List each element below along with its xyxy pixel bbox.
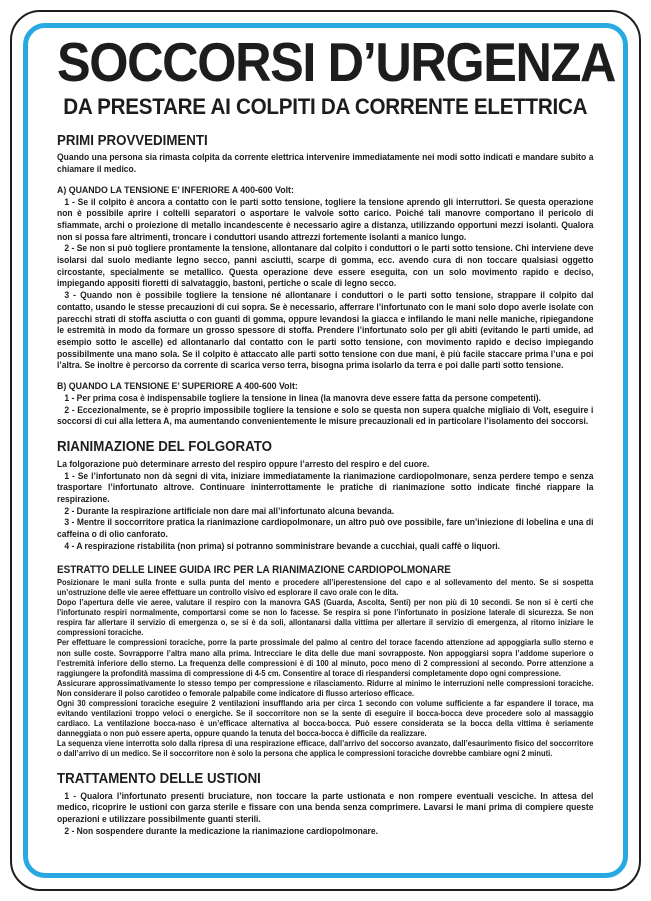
- voltage-low-item-1: 1 - Se il colpito è ancora a contatto con le parti sotto tensione, togliere la tensione aprendo gli interruttori. Se questa operazione non è possibile aprire i coltelli separatori o asportare le valvole sotto carico. Poiché tali manovre comportano il pericolo di sfiammate, archi o proiezione di metallo incandescente è necessario agire a distanza, utilizzando opportuni mezzi isolanti. Qualora non si possa fare altrimenti, troncare i conduttori usando attrezzi fortemente isolanti a manico lungo.: [57, 196, 594, 242]
- poster-title: SOCCORSI D’URGENZA: [57, 31, 616, 93]
- voltage-low-item-3: 3 - Quando non è possibile togliere la tensione né allontanare i conduttori o le parti sotto tensione, strappare il colpito dal contatto, usando le stesse precauzioni di cui sopra. Se è necessario, afferrare l’infortunato con le mani solo dopo averle isolate con parecchi strati di stoffa asciutta o con guanti di gomma, oppure levandosi la giacca e infilando le mani nelle maniche, ripiegandone le estremità in modo da formare un grosso spessore di stoffa. Prendere l’infortunato solo per gli abiti (evitando le parti umide, ad esempio sotto le ascelle) ed allontanarlo dal contatto con le parti sotto tensione, con movimento rapido e deciso impiegando possibilmente una mano sola. Se il colpito è attaccato alle parti sotto tensione con due mani, è più facile staccare prima l’una e poi l’altra. Se inoltre è percorso da corrente di scarica verso terra, bisogna prima isolarlo da terra e poi dalle parti sotto tensione.: [57, 290, 594, 371]
- voltage-high-item-1: 1 - Per prima cosa è indispensabile togliere la tensione in linea (la manovra deve essere fatta da persone competenti).: [64, 392, 541, 403]
- guidelines-paragraph-2: Dopo l’apertura delle vie aeree, valutare il respiro con la manovra GAS (Guarda, Ascolta, Senti) per non più di 10 secondi. Se non si è certi che l’infortunato respiri normalmente, comportarsi come se non lo facesse. Se respira si pone l’infortunato in posizione laterale di sicurezza. Se non respira far allertare il servizio di emergenza o, se si è da soli, allontanarsi dalla vittima per allertare il servizio di emergenza, al ritorno iniziare le compressioni toraciche.: [57, 598, 594, 638]
- first-aid-intro: Quando una persona sia rimasta colpita da corrente elettrica intervenire immediatamente nei modi sotto indicati e mandare subito a chiamare il medico.: [57, 152, 594, 175]
- voltage-low-item-2: 2 - Se non si può togliere prontamente la tensione, allontanare dal colpito i conduttori o le parti sotto tensione. Chi interviene deve isolarsi dal suolo mediante legno secco, panni asciutti, scarpe di gomma, ecc. avendo cura di non toccare qualsiasi oggetto circostante, specialmente se metallico. Questa operazione deve essere eseguita, con un solo movimento rapido e deciso, impiegando appositi fioretti di salvataggio, bastoni, pertiche o scale di legno secco.: [57, 243, 594, 289]
- resuscitation-item-3: 3 - Mentre il soccorritore pratica la rianimazione cardiopolmonare, un altro può ove possibile, fare un’iniezione di lobelina e una di caffeina o di olio canforato.: [57, 517, 594, 540]
- section-primi-provvedimenti: [57, 134, 593, 428]
- voltage-high-item-2: 2 - Eccezionalmente, se è proprio impossibile togliere la tensione e solo se questa non supera qualche migliaio di Volt, eseguire i soccorsi di cui alla lettera A, ma aumentando convenientemente le misure precauzionali ed in particolare l’isolamento dei soccorsi.: [57, 404, 594, 427]
- section-linee-guida-irc: [57, 564, 593, 759]
- guidelines-paragraph-1: Posizionare le mani sulla fronte e sulla punta del mento e procedere all’iperestensione del capo e al sollevamento del mento. Se si sospetta un’ostruzione delle vie aeree effettuare un controllo visivo ed esplorare il cavo orale con le dita.: [57, 577, 594, 597]
- resuscitation-heading: RIANIMAZIONE DEL FOLGORATO: [57, 438, 272, 455]
- burns-heading: TRATTAMENTO DELLE USTIONI: [57, 770, 261, 787]
- guidelines-paragraph-4: Assicurare approssimativamente lo stesso tempo per compressione e rilasciamento. Ridurre al minimo le interruzioni nelle compressioni toraciche. Non considerare il polso carotideo o femorale palpabile come indicatore di flusso arterioso efficace.: [57, 678, 594, 698]
- guidelines-heading: ESTRATTO DELLE LINEE GUIDA IRC PER LA RIANIMAZIONE CARDIOPOLMONARE: [57, 564, 451, 577]
- section-ustioni: [57, 772, 593, 838]
- burns-item-1: 1 - Qualora l’infortunato presenti bruciature, non toccare la parte ustionata e non rompere eventuali vesciche. In attesa del medico, ricoprire le ustioni con garza sterile e fissare con una benda senza comprimere. Lavarsi le mani prima di compiere queste operazioni e utilizzare possibilmente guanti sterili.: [57, 790, 594, 824]
- guidelines-paragraph-5: Ogni 30 compressioni toraciche eseguire 2 ventilazioni insufflando aria per circa 1 secondo con volume sufficiente a far espandere il torace, ma evitando ventilazioni troppo veloci o energiche. Se il soccorritore non se la sente di eseguire il bocca-bocca deve procedere solo al massaggio cardiaco. La ventilazione bocca-naso è un’efficace alternativa al bocca-bocca. Può essere considerata se la bocca della vittima è seriamente danneggiata o non può essere aperta, oppure quando la tenuta del bocca-bocca è difficile da realizzare.: [57, 699, 594, 739]
- burns-item-2: 2 - Non sospendere durante la medicazione la rianimazione cardiopolmonare.: [64, 825, 378, 836]
- resuscitation-item-2: 2 - Durante la respirazione artificiale non dare mai all’infortunato alcuna bevanda.: [64, 505, 395, 516]
- poster-subtitle: DA PRESTARE AI COLPITI DA CORRENTE ELETTRICA: [63, 93, 588, 119]
- resuscitation-intro: La folgorazione può determinare arresto del respiro oppure l’arresto del respiro e del cuore.: [57, 458, 430, 469]
- guidelines-paragraph-3: Per effettuare le compressioni toraciche, porre la parte prossimale del palmo al centro del torace facendo attenzione ad appoggiarla sullo sterno e non sulle coste. Sovrapporre l’altra mano alla prima. Intrecciare le dita delle due mani sovrapposte. Non appoggiarsi sopra l’addome superiore o l’estremità inferiore dello sterno. La frequenza delle compressioni è di 100 al minuto, poco meno di 2 compressioni al secondo. Porre attenzione a raggiungere la profondità massima di compressione di 4-5 cm. Consentire al torace di riespandersi completamente dopo ogni compressione.: [57, 638, 594, 678]
- guidelines-paragraph-6: La sequenza viene interrotta solo dalla ripresa di una respirazione efficace, dall’arrivo del soccorso avanzato, dall’esaurimento fisico del soccorritore o dall’arrivo di un medico. Se il soccorritore non è solo la persona che applica le compressioni toraciche dovrebbe cambiare ogni 2 minuti.: [57, 739, 594, 759]
- resuscitation-item-4: 4 - A respirazione ristabilita (non prima) si potranno somministrare bevande a cucchiai, quali caffè o liquori.: [64, 540, 501, 551]
- first-aid-heading: PRIMI PROVVEDIMENTI: [57, 132, 208, 149]
- poster-content: [57, 31, 616, 837]
- section-rianimazione: [57, 440, 593, 553]
- voltage-high-heading: B) QUANDO LA TENSIONE E’ SUPERIORE A 400-600 Volt:: [57, 381, 298, 393]
- resuscitation-item-1: 1 - Se l’infortunato non dà segni di vita, iniziare immediatamente la rianimazione cardiopolmonare, senza perdere tempo e senza trasportare l’infortunato altrove. Continuare ininterrottamente le pratiche di rianimazione sotto indicate finché riappare la respirazione.: [57, 470, 594, 504]
- voltage-low-heading: A) QUANDO LA TENSIONE E’ INFERIORE A 400-600 Volt:: [57, 184, 294, 196]
